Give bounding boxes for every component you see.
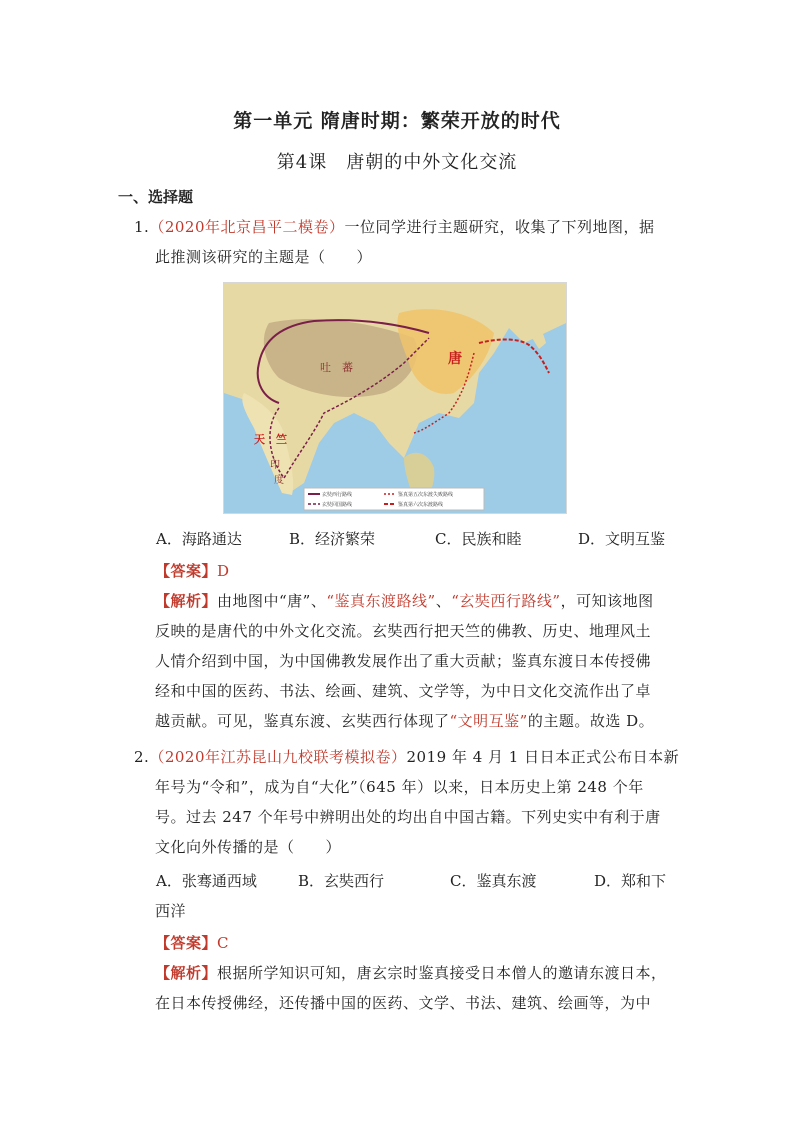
q1-options: [0, 528, 794, 550]
q1-analysis-line4: 经和中国的医药、书法、绘画、建筑、文学等，为中日文化交流作出了卓: [155, 682, 652, 700]
q1-line1: [134, 216, 655, 237]
q2-source: （2020年江苏昆山九校联考模拟卷）: [149, 748, 407, 766]
q1-analysis-text-e: ，可知该地图: [560, 592, 654, 610]
map-label-du: 度: [274, 475, 284, 486]
q2-answer-label: 【答案】: [155, 934, 218, 952]
legend-label-3: 鉴真第六次东渡路线: [398, 502, 444, 508]
q2-answer: [155, 932, 229, 953]
q2-line1: [134, 746, 679, 767]
map-label-yin: 印: [270, 460, 280, 471]
q1-number: 1.: [134, 218, 150, 236]
q2-option-d[interactable]: D．郑和下: [594, 872, 667, 890]
q2-analysis-label: 【解析】: [155, 964, 218, 982]
q1-option-c[interactable]: C．民族和睦: [435, 530, 522, 548]
q1-option-d[interactable]: D．文明互鉴: [578, 530, 666, 548]
map-label-tianzhu: 天 竺: [254, 433, 287, 446]
q1-analysis-line1: [155, 590, 654, 611]
unit-title: 第一单元 隋唐时期：繁荣开放的时代: [233, 110, 561, 132]
q1-analysis-l5-a: 越贡献。可见，鉴真东渡、玄奘西行体现了: [155, 712, 450, 730]
map-label-tang: 唐: [448, 351, 462, 367]
q2-analysis-text: 根据所学知识可知，唐玄宗时鉴真接受日本僧人的邀请东渡日本，: [217, 964, 667, 982]
q1-answer-label: 【答案】: [155, 562, 218, 580]
q1-analysis-line3: 人情介绍到中国，为中国佛教发展作出了重大贡献；鉴真东渡日本传授佛: [155, 652, 652, 670]
q1-analysis-l5-c: 的主题。故选 D。: [527, 712, 655, 730]
q1-analysis-text-c: 、: [435, 592, 452, 610]
q1-stem: 一位同学进行主题研究，收集了下列地图，据: [344, 218, 655, 236]
q1-analysis-quote-xuanzang: “玄奘西行路线”: [451, 592, 561, 610]
legend-label-2: 鉴真第五次东渡失败路线: [398, 492, 454, 498]
lesson-title: 第4课 唐朝的中外文化交流: [276, 152, 518, 173]
legend-label-0: 玄奘西行路线: [322, 492, 353, 498]
q1-analysis-label: 【解析】: [155, 592, 218, 610]
map-figure: [223, 282, 567, 514]
section-title: 一、选择题: [118, 188, 194, 206]
q2-number: 2.: [134, 748, 150, 766]
q1-answer-value: D: [217, 562, 230, 580]
q1-analysis-text-a: 由地图中“唐”、: [217, 592, 327, 610]
q2-analysis-line1: [155, 962, 667, 983]
q1-option-b[interactable]: B．经济繁荣: [289, 530, 376, 548]
q2-stem-line2: 年号为“令和”，成为自“大化”（645 年）以来，日本历史上第 248 个年: [155, 778, 644, 796]
tang-exchange-map: [224, 283, 566, 513]
q1-source: （2020年北京昌平二模卷）: [149, 218, 345, 236]
q1-analysis-quote-theme: “文明互鉴”: [449, 712, 528, 730]
legend-label-1: 玄奘回国路线: [322, 502, 353, 508]
q2-answer-value: C: [217, 934, 229, 952]
q2-stem-line3: 号。过去 247 个年号中辨明出处的均出自中国古籍。下列史实中有利于唐: [155, 808, 661, 826]
q1-option-a[interactable]: A．海路通达: [156, 530, 242, 548]
map-label-tubo: 吐 蕃: [320, 361, 353, 374]
q2-analysis-line2: 在日本传授佛经，还传播中国的医药、文学、书法、建筑、绘画等，为中: [155, 994, 652, 1012]
q1-analysis-line5: [155, 710, 654, 731]
q1-analysis-line2: 反映的是唐代的中外文化交流。玄奘西行把天竺的佛教、历史、地理风土: [155, 622, 652, 640]
q2-option-c[interactable]: C．鉴真东渡: [450, 872, 537, 890]
q2-stem-l1: 2019 年 4 月 1 日日本正式公布日本新: [406, 748, 680, 766]
q2-option-d-wrap: 西洋: [155, 902, 187, 920]
q2-option-a[interactable]: A．张骞通西域: [156, 872, 257, 890]
q2-options: [0, 870, 794, 892]
q2-stem-line4: 文化向外传播的是（ ）: [155, 838, 342, 856]
q1-answer: [155, 560, 230, 581]
q1-stem-line2: 此推测该研究的主题是（ ）: [155, 248, 373, 266]
q1-analysis-quote-jianzhen: “鉴真东渡路线”: [326, 592, 436, 610]
q2-option-b[interactable]: B．玄奘西行: [298, 872, 385, 890]
